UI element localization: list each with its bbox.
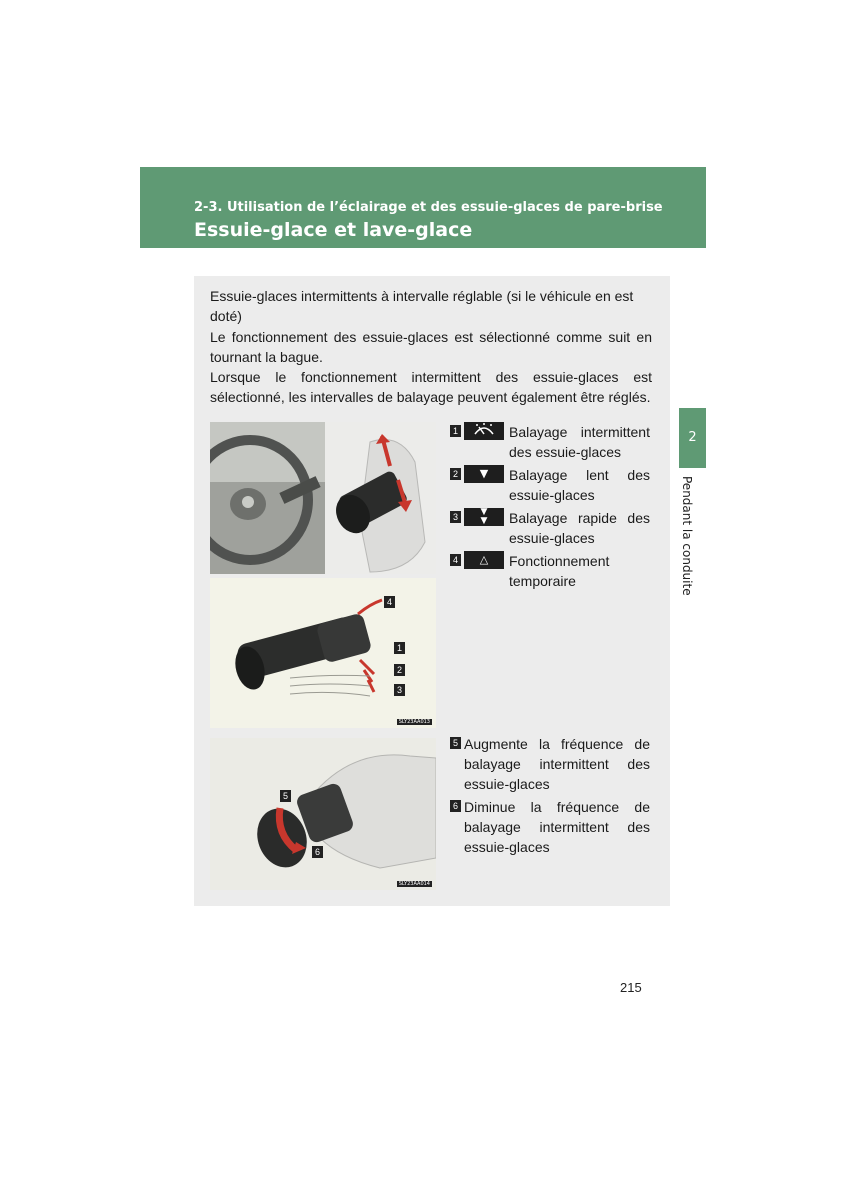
illustration-ring-rotation — [210, 738, 436, 890]
chapter-number: 2 — [688, 430, 697, 445]
list-item — [450, 465, 650, 505]
paragraph-2: Lorsque le fonctionnement intermittent des essuie-glaces est sélectionné, les intervalles de balayage peuvent également être réglés. — [210, 369, 652, 405]
marker-1: 1 — [394, 642, 405, 654]
illustration-3-caption: SLY23AA014 — [398, 881, 430, 887]
up-triangle-outline-icon: △ — [464, 551, 504, 569]
item-number: 1 — [450, 425, 461, 437]
single-down-arrow-icon: ▼ — [464, 465, 504, 483]
item-number: 2 — [450, 468, 461, 480]
cockpit-lever-drawing — [210, 422, 436, 574]
content-subtitle: Essuie-glaces intermittents à intervalle réglable (si le véhicule en est doté) — [210, 288, 634, 324]
item-number: 5 — [450, 737, 461, 749]
item-text: Balayage rapide des essuie-glaces — [509, 510, 650, 546]
wiper-mode-list — [450, 422, 650, 594]
item-number: 3 — [450, 511, 461, 523]
section-label: 2-3. Utilisation de l’éclairage et des essuie-glaces de pare-brise — [194, 200, 663, 215]
marker-4: 4 — [384, 596, 395, 608]
content-panel — [194, 276, 670, 906]
illustration-lever-positions — [210, 578, 436, 728]
item-number: 4 — [450, 554, 461, 566]
list-item — [450, 422, 650, 462]
list-item — [450, 734, 650, 794]
item-text: Fonctionnement temporaire — [509, 553, 610, 589]
illustration-2-caption: SLY23AA013 — [398, 719, 430, 725]
item-text: Augmente la fréquence de balayage intermittent des essuie-glaces — [464, 736, 650, 792]
marker-3: 3 — [394, 684, 405, 696]
chapter-tab[interactable] — [679, 408, 706, 468]
item-text: Balayage intermittent des essuie-glaces — [509, 424, 650, 460]
list-item — [450, 508, 650, 548]
page-title: Essuie-glace et lave-glace — [194, 219, 473, 241]
marker-6: 6 — [312, 846, 323, 858]
marker-2: 2 — [394, 664, 405, 676]
illustration-cockpit-lever — [210, 422, 436, 574]
ring-rotation-drawing — [210, 738, 436, 890]
item-text: Diminue la fréquence de balayage intermittent des essuie-glaces — [464, 799, 650, 855]
page-number: 215 — [620, 980, 642, 995]
item-number: 6 — [450, 800, 461, 812]
paragraph-1: Le fonctionnement des essuie-glaces est sélectionné comme suit en tournant la bague. — [210, 329, 652, 365]
marker-5: 5 — [280, 790, 291, 802]
item-text: Balayage lent des essuie-glaces — [509, 467, 650, 503]
intermittent-wiper-icon — [464, 422, 504, 440]
interval-adjust-list — [450, 734, 650, 860]
chapter-header-band — [140, 167, 706, 248]
chapter-side-label: Pendant la conduite — [680, 476, 694, 596]
list-item — [450, 551, 650, 591]
list-item — [450, 797, 650, 857]
double-down-arrow-icon: ▼ ▼ — [464, 508, 504, 526]
